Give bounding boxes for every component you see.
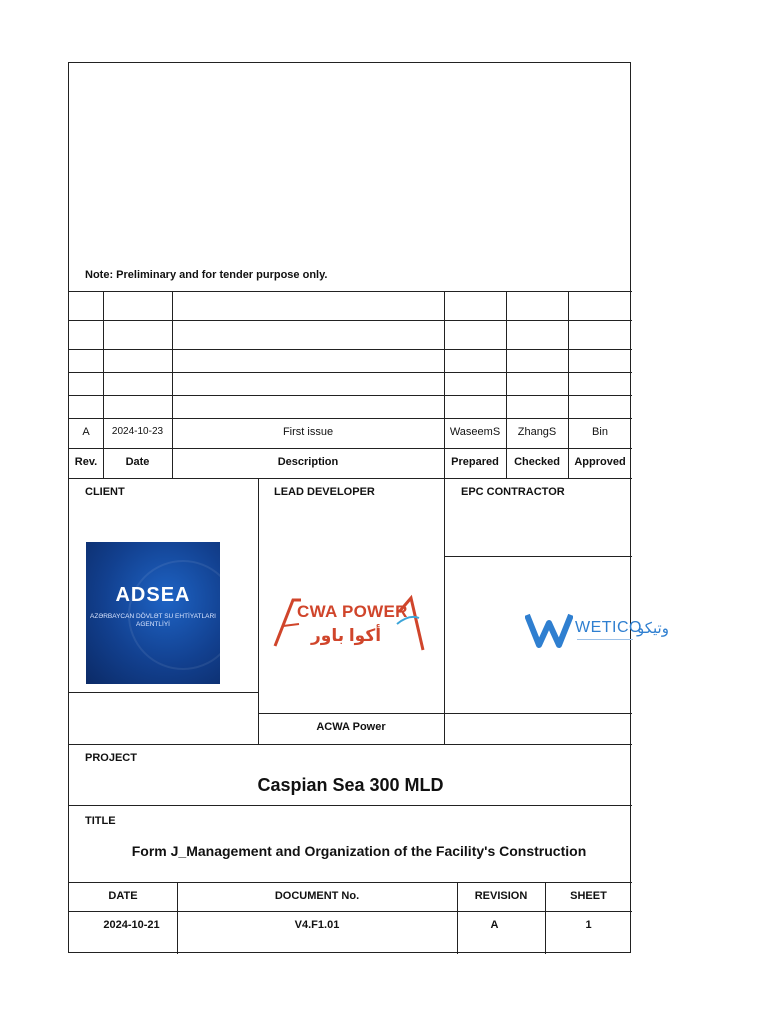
rev-entry-checked: ZhangS xyxy=(517,426,557,438)
rev-table-row-line xyxy=(69,418,632,419)
footer-sheet-value: 1 xyxy=(585,919,592,931)
footer-header-line xyxy=(69,911,632,912)
project-bottom-border xyxy=(69,805,632,806)
rev-entry-approved: Bin xyxy=(592,426,608,438)
rev-header-description: Description xyxy=(277,456,339,468)
client-logo-line xyxy=(69,692,258,693)
document-cover-sheet xyxy=(68,62,669,953)
epc-header-line xyxy=(444,556,632,557)
title-bottom-border xyxy=(69,882,632,883)
rev-table-row-line xyxy=(69,349,632,350)
wetico-logo-text: WETICO xyxy=(575,619,642,636)
footer-document-no-value: V4.F1.01 xyxy=(294,919,340,931)
rev-table-top-border xyxy=(69,291,632,292)
parties-col-line xyxy=(258,478,259,744)
acwa-logo-arabic: أكوا باور xyxy=(311,626,382,645)
footer-header-document-no: DOCUMENT No. xyxy=(274,890,360,902)
footer-header-sheet: SHEET xyxy=(570,890,607,902)
rev-table-col-line xyxy=(568,291,569,478)
rev-header-date: Date xyxy=(125,456,150,468)
rev-header-checked: Checked xyxy=(514,456,560,468)
rev-entry-date: 2024-10-23 xyxy=(111,426,164,437)
acwa-power-logo xyxy=(271,594,427,660)
rev-table-col-line xyxy=(506,291,507,478)
rev-entry-description: First issue xyxy=(282,426,334,438)
parties-col-line xyxy=(444,478,445,744)
adsea-logo xyxy=(86,542,220,684)
wetico-tagline-line xyxy=(577,639,633,640)
note-text: Note: Preliminary and for tender purpose only. xyxy=(85,269,328,281)
wetico-logo-arabic: وتيكو xyxy=(637,620,669,637)
rev-table-col-line xyxy=(444,291,445,478)
footer-date-value: 2024-10-21 xyxy=(103,919,160,931)
rev-entry-prepared: WaseemS xyxy=(449,426,501,438)
lead-developer-label: LEAD DEVELOPER xyxy=(274,486,375,498)
rev-table-col-line xyxy=(103,291,104,478)
footer-header-date: DATE xyxy=(108,890,138,902)
project-label: PROJECT xyxy=(85,752,137,764)
footer-revision-value: A xyxy=(490,919,499,931)
footer-header-revision: REVISION xyxy=(474,890,528,902)
rev-entry-rev: A xyxy=(82,426,90,438)
rev-header-prepared: Prepared xyxy=(451,456,499,468)
epc-contractor-label: EPC CONTRACTOR xyxy=(461,486,565,498)
document-title: Form J_Management and Organization of the Facility's Construction xyxy=(131,843,587,859)
adsea-logo-subtext: AZƏRBAYCAN DÖVLƏT SU EHTİYATLARI AGENTLİYİ xyxy=(90,613,216,628)
rev-table-col-line xyxy=(172,291,173,478)
rev-table-row-line xyxy=(69,372,632,373)
lead-developer-name: ACWA Power xyxy=(316,721,386,733)
rev-header-rev: Rev. xyxy=(74,456,98,468)
adsea-logo-text: ADSEA xyxy=(115,584,191,606)
project-name: Caspian Sea 300 MLD xyxy=(257,775,444,795)
acwa-logo-text: CWA POWER xyxy=(297,602,408,621)
wetico-logo xyxy=(525,611,705,651)
rev-table-row-line xyxy=(69,320,632,321)
title-label: TITLE xyxy=(85,815,116,827)
rev-header-approved: Approved xyxy=(574,456,626,468)
rev-table-row-line xyxy=(69,395,632,396)
wetico-w-icon xyxy=(525,611,573,649)
rev-table-row-line xyxy=(69,448,632,449)
developer-name-line xyxy=(258,713,632,714)
client-label: CLIENT xyxy=(85,486,125,498)
parties-bottom-border xyxy=(69,744,632,745)
rev-table-bottom-border xyxy=(69,478,632,479)
